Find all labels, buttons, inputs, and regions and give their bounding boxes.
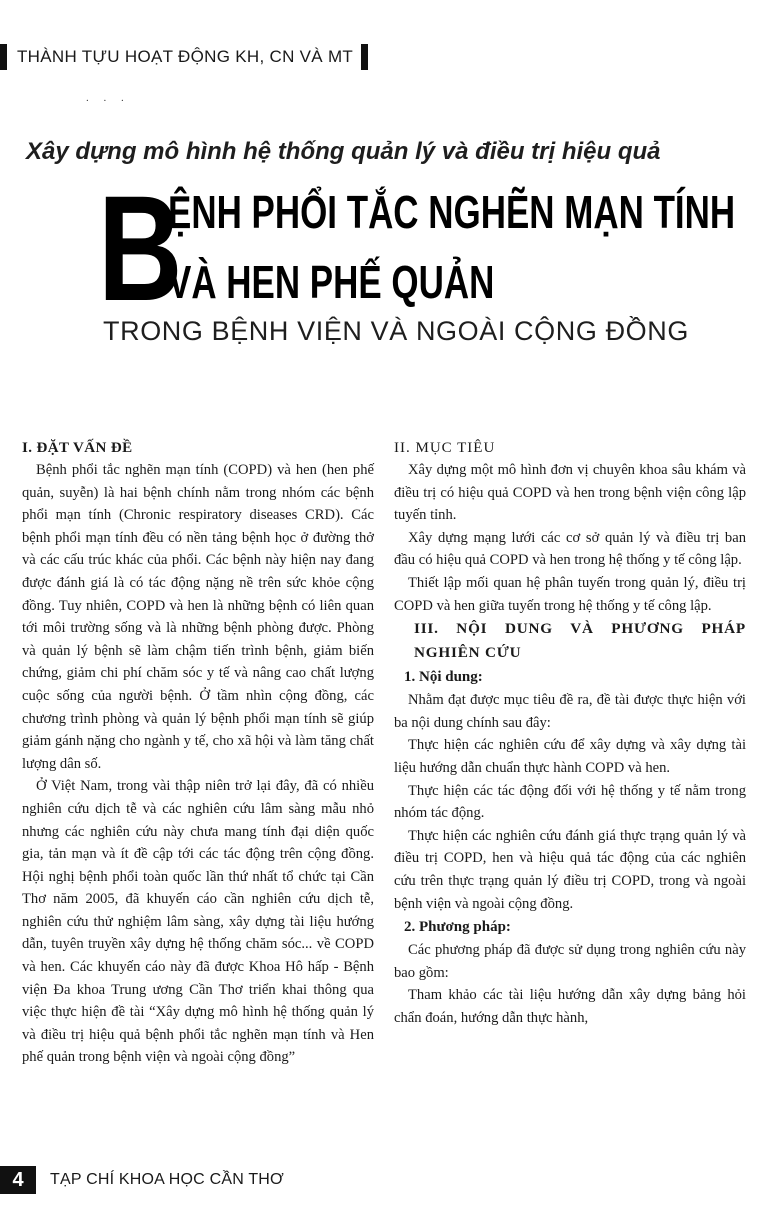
heading-muc-tieu: II. MỤC TIÊU — [394, 440, 496, 456]
goal-item: Thiết lập mối quan hệ phân tuyến trong quản lý, điều trị COPD và hen giữa tuyến trong hệ thống y tế công lập. — [394, 574, 746, 614]
page-number: 4 — [0, 1166, 36, 1194]
content-item: Thực hiện các nghiên cứu để xây dựng và xây dựng tài liệu hướng dẫn chuẩn thực hành COPD và hen. — [394, 737, 746, 776]
page-footer — [0, 1166, 284, 1194]
content-item: Thực hiện các nghiên cứu đánh giá thực trạng quản lý và điều trị COPD, hen và hiệu quả tác động của các nghiên cứu trên thực trạng quản lý điều trị COPD, trong và ngoài bệnh viện và ngoài cộng đồng. — [394, 827, 746, 912]
method-item: Các phương pháp đã được sử dụng trong nghiên cứu này bao gồm: — [394, 942, 746, 981]
goal-item: Xây dựng mạng lưới các cơ sở quản lý và điều trị ban đầu có hiệu quả COPD và hen trong hệ thống y tế công lập. — [394, 529, 746, 569]
title-dropcap: B — [98, 164, 183, 332]
section-header — [0, 44, 368, 70]
method-item: Tham khảo các tài liệu hướng dẫn xây dựng bảng hỏi chẩn đoán, hướng dẫn thực hành, — [394, 987, 746, 1026]
header-bar-left — [0, 44, 7, 70]
decorative-dots: . . . — [86, 92, 130, 104]
section-label: THÀNH TỰU HOẠT ĐỘNG KH, CN VÀ MT — [17, 47, 354, 66]
article-subtitle: Xây dựng mô hình hệ thống quản lý và điều trị hiệu quả — [26, 138, 661, 165]
paragraph: Bệnh phổi tắc nghẽn mạn tính (COPD) và hen (hen phế quản, suyễn) là hai bệnh chính nằm trong nhóm các bệnh phổi mạn tính (Chronic respiratory diseases CRD). Các bệnh phổi mạn tính đều có nền tảng bệnh học ở đường thở và các cấu trúc khác của phổi. Các bệnh này hiện nay đang được đánh giá là có tác động nặng nề trên sức khỏe cộng đồng. Tuy nhiên, COPD và hen là những bệnh có liên quan tới môi trường sống và là những bệnh phòng được. Phòng và quản lý bệnh sẽ làm chậm tiến trình bệnh, giảm biến chứng, giảm chi phí chăm sóc y tế và nâng cao chất lượng cuộc sống của người bệnh. Ở tầm nhìn cộng đồng, các chương trình phòng và quản lý bệnh phổi mạn tính sẽ giúp giảm gánh nặng cho ngành y tế, cho xã hội và làm tăng chất lượng dân số. — [22, 462, 374, 772]
heading-dat-van-de: I. ĐẶT VẤN ĐỀ — [22, 440, 133, 456]
title-subheading: TRONG BỆNH VIỆN VÀ NGOÀI CỘNG ĐỒNG — [103, 316, 689, 346]
paragraph: Ở Việt Nam, trong vài thập niên trở lại đây, đã có nhiều nghiên cứu dịch tễ và các nghiên cứu lâm sàng mẫu nhỏ nhưng các nghiên cứu này chưa mang tính đại diện quốc gia, tản mạn và ít đề cập tới các tác động trên cộng đồng. Hội nghị bệnh phổi toàn quốc lần thứ nhất tổ chức tại Cần Thơ năm 2005, đã khuyến cáo cần nghiên cứu dịch tễ, nghiên cứu thử nghiệm lâm sàng, xây dựng tài liệu hướng dẫn, tuyên truyền xây dựng hệ thống chăm sóc... về COPD và hen. Các khuyến cáo này đã được Khoa Hô hấp - Bệnh viện Đa khoa Trung ương Cần Thơ triển khai thông qua việc thực hiện đề tài “Xây dựng mô hình hệ thống quản lý và điều trị hiệu quả bệnh phổi tắc nghẽn mạn tính và Hen phế quản trong bệnh viện và ngoài cộng đồng” — [22, 778, 374, 1066]
left-column — [22, 437, 374, 1069]
right-column — [394, 437, 746, 1029]
title-line-2: VÀ HEN PHẾ QUẢN — [168, 256, 495, 308]
content-item: Nhằm đạt được mục tiêu đề ra, đề tài được thực hiện với ba nội dung chính sau đây: — [394, 692, 746, 731]
subheading-phuong-phap: 2. Phương pháp: — [404, 919, 511, 936]
content-item: Thực hiện các tác động đối với hệ thống y tế nằm trong nhóm tác động. — [394, 782, 746, 822]
title-line-1: ỆNH PHỔI TẮC NGHẼN MẠN TÍNH — [168, 186, 736, 238]
subheading-noi-dung: 1. Nội dung: — [404, 669, 483, 686]
journal-name: TẠP CHÍ KHOA HỌC CẦN THƠ — [50, 1171, 284, 1188]
heading-noi-dung-phuong-phap: III. NỘI DUNG VÀ PHƯƠNG PHÁP NGHIÊN CỨU — [414, 620, 746, 662]
goal-item: Xây dựng một mô hình đơn vị chuyên khoa sâu khám và điều trị có hiệu quả COPD và hen trong bệnh viện công lập tuyến tỉnh. — [394, 462, 746, 524]
header-bar-right — [361, 44, 368, 70]
